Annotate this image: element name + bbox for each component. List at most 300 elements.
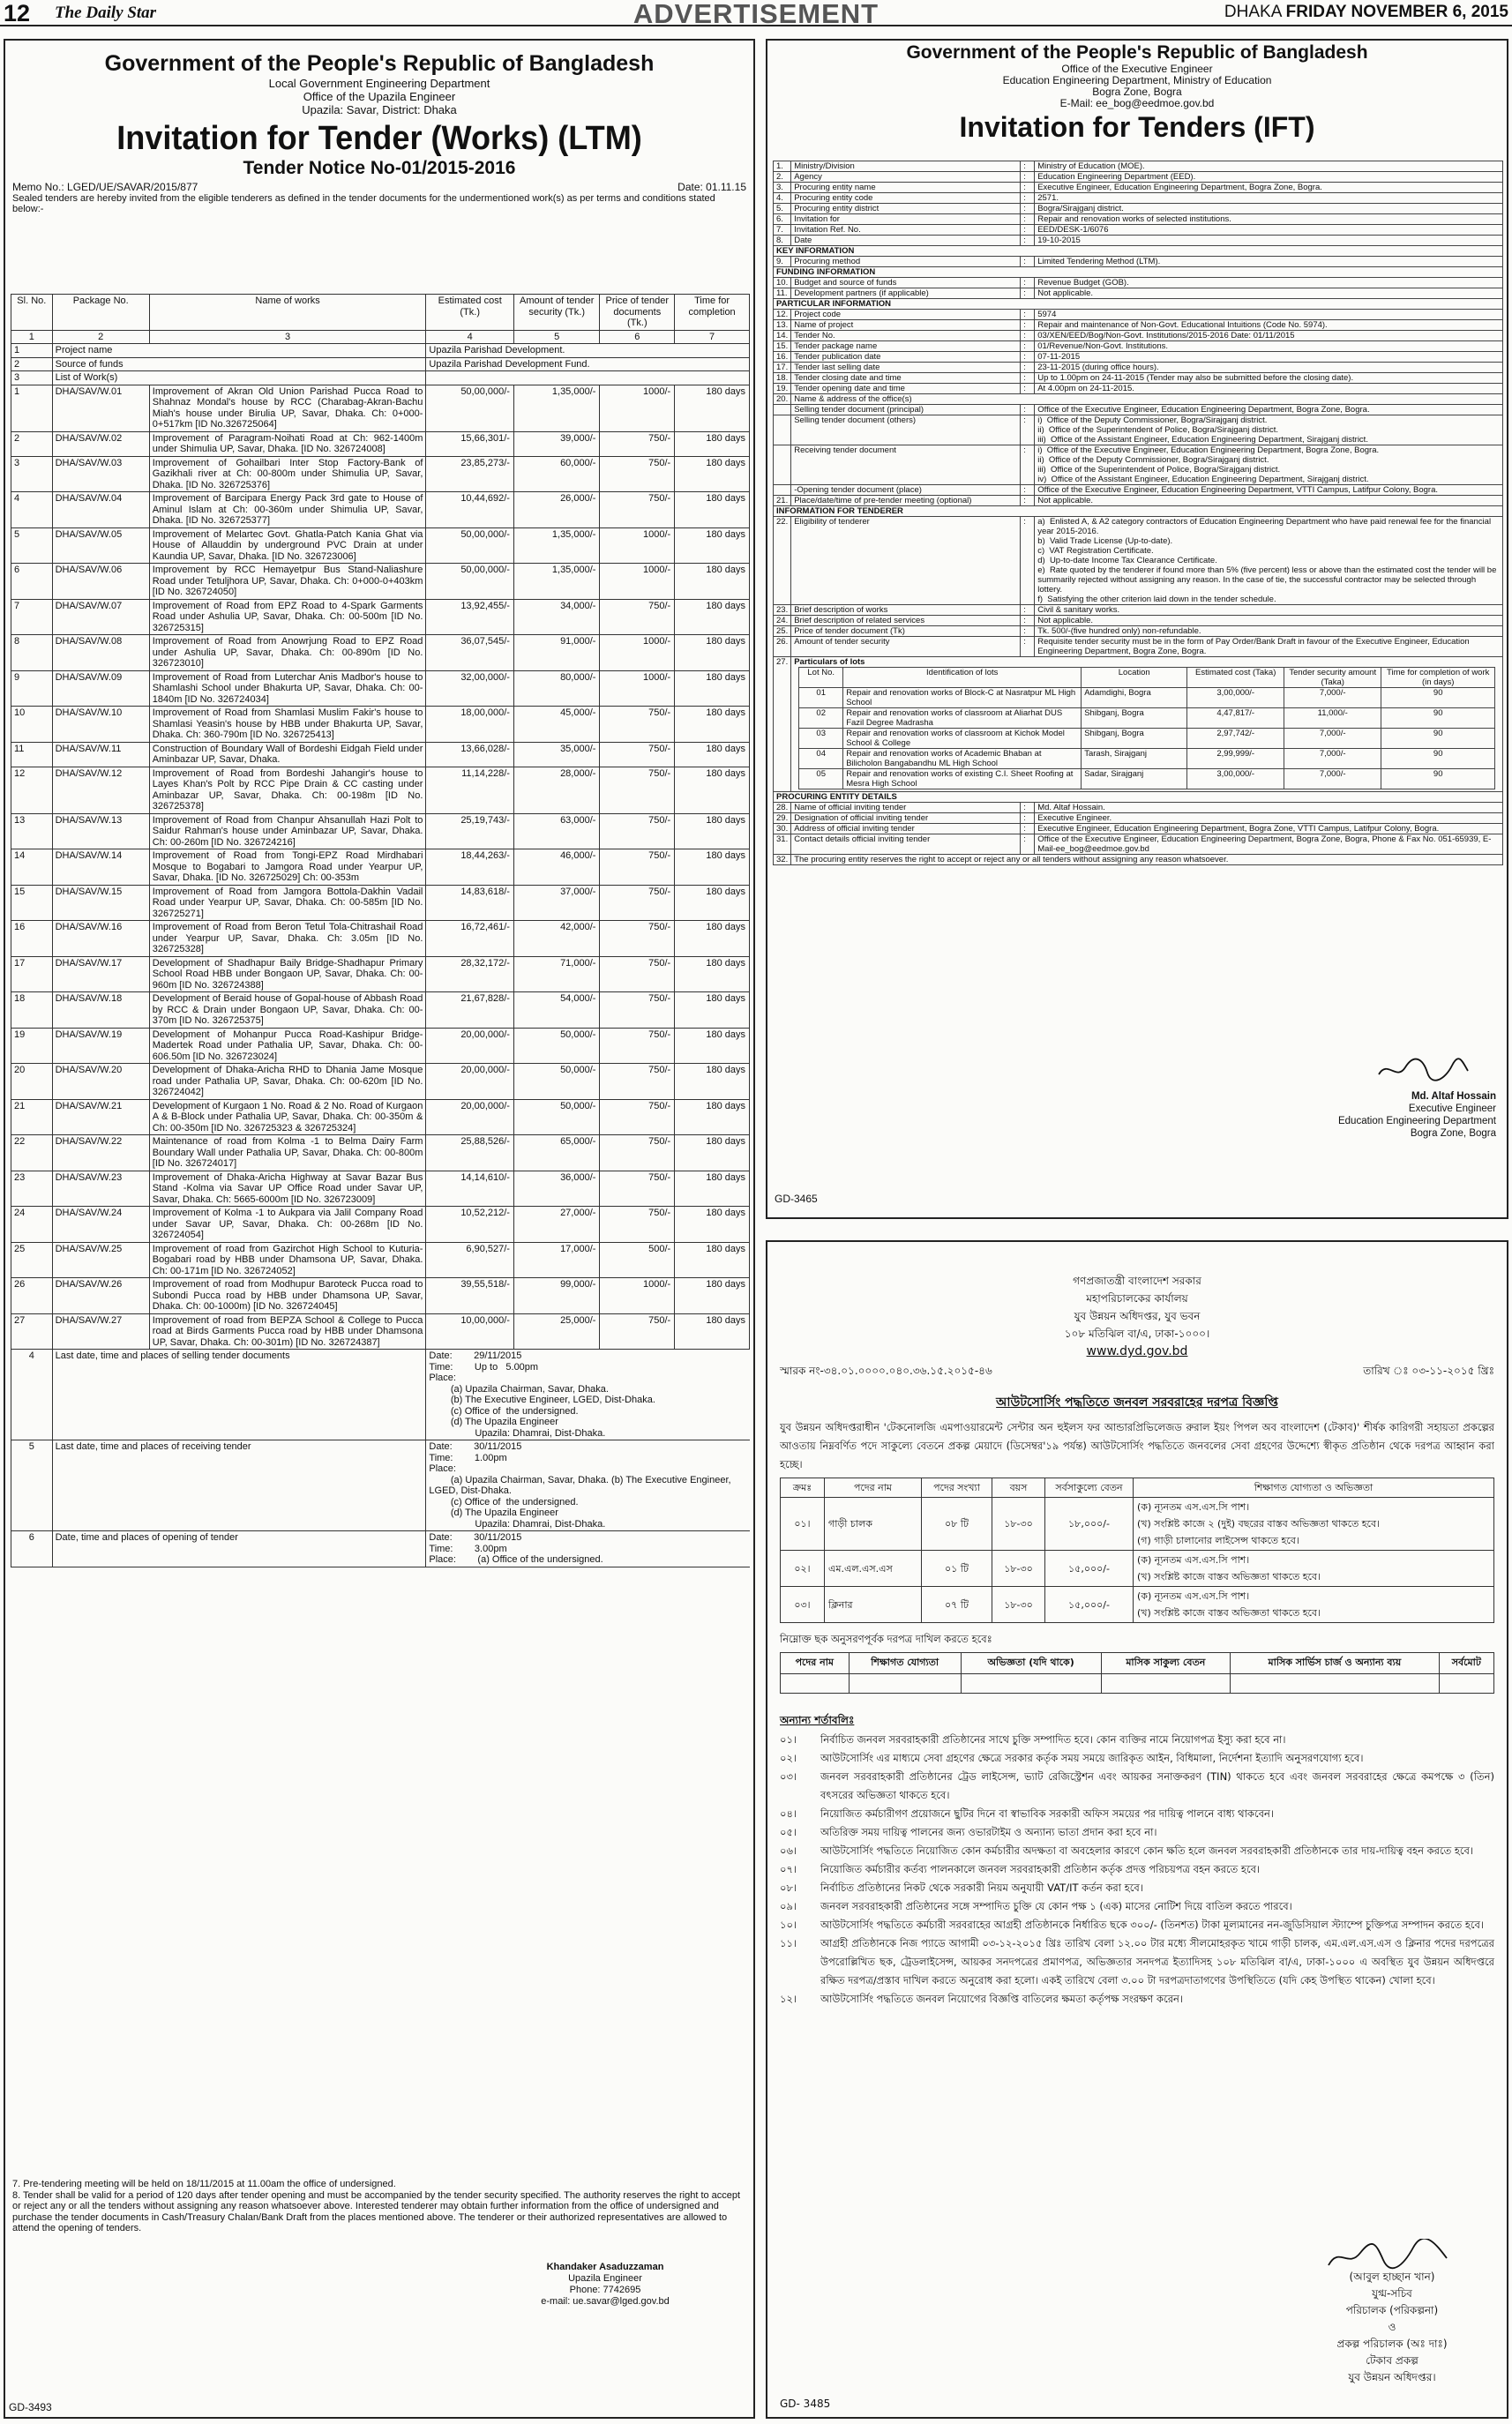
- ad-office: Office of the Upazila Engineer: [303, 90, 456, 103]
- blank-cell: [961, 1674, 1101, 1694]
- table-cell: Md. Altaf Hossain.: [1035, 803, 1503, 813]
- table-cell: Improvement of Road from Jamgora Bottola-Dakhin Vadail Road under Yearpur UP, Savar, Dhaka. Ch: 00-585m [ID No. 326725271]: [149, 885, 426, 921]
- table-cell: DHA/SAV/W.04: [52, 492, 149, 528]
- table-cell: 4,47,817/-: [1187, 708, 1284, 729]
- table-cell: গাড়ী চালক: [825, 1498, 922, 1551]
- table-row: [11, 885, 750, 921]
- column-header: Estimated cost (Tk.): [426, 295, 514, 331]
- table-cell: Project name: [52, 344, 426, 358]
- table-cell: 1000/-: [600, 527, 675, 564]
- table-cell: DHA/SAV/W.23: [52, 1171, 149, 1207]
- table-cell: The procuring entity reserves the right to accept or reject any or all tenders without assigning any reason whatsoever.: [791, 855, 1503, 865]
- table-cell: :: [1021, 405, 1035, 415]
- condition-number: ০৮।: [780, 1882, 797, 1894]
- table-cell: DHA/SAV/W.06: [52, 564, 149, 600]
- table-cell: 20,00,000/-: [426, 1064, 514, 1100]
- table-cell: Project code: [791, 310, 1021, 320]
- table-row: [11, 564, 750, 600]
- table-row: [11, 1207, 750, 1243]
- table-cell: 8.: [774, 236, 791, 246]
- table-cell: Improvement of Barcipara Energy Pack 3rd gate to House of Aminul Islam at Ch: 00-360m under Shimulia UP, Savar, Dhaka. [ID No. 326725377]: [149, 492, 426, 528]
- table-cell: Improvement of Kolma -1 to Aukpara via Jalil Company Road under Savar UP, Savar, Dhaka. Ch: 00-268m [ID No. 326724054]: [149, 1207, 426, 1243]
- table-cell: :: [1021, 824, 1035, 834]
- table-cell: DHA/SAV/W.19: [52, 1028, 149, 1064]
- table-cell: 27: [11, 1313, 53, 1350]
- ad-zone: Bogra Zone, Bogra: [1092, 86, 1182, 98]
- signer-title-3: প্রকল্প পরিচালক (অঃ দাঃ): [1336, 2338, 1448, 2350]
- table-cell: (ক) ন্যূনতম এস.এস.সি পাশ। (খ) সংশ্লিষ্ট কাজে বাস্তব অভিজ্ঞতা থাকতে হবে।: [1134, 1587, 1494, 1623]
- blank-cell: [1439, 1674, 1493, 1694]
- table-cell: 750/-: [600, 1135, 675, 1171]
- table-cell: 1000/-: [600, 385, 675, 431]
- dyd-outsourcing-ad: [766, 1240, 1508, 2419]
- table-cell: EED/DESK-1/6076: [1035, 225, 1503, 236]
- column-header: অভিজ্ঞতা (যদি থাকে): [961, 1653, 1101, 1674]
- tender-notice-no: Tender Notice No-01/2015-2016: [243, 158, 516, 178]
- condition-item: [780, 1916, 1494, 1934]
- table-cell: DHA/SAV/W.26: [52, 1278, 149, 1314]
- table-cell: DHA/SAV/W.16: [52, 921, 149, 957]
- table-cell: 25,000/-: [513, 1313, 599, 1350]
- signer-title-2: পরিচালক (পরিকল্পনা): [1345, 2304, 1439, 2316]
- table-cell: 80,000/-: [513, 670, 599, 707]
- table-cell: Repair and renovation works of existing C.I. Sheet Roofing at Mesra High School: [843, 769, 1082, 789]
- table-cell: Office of the Executive Engineer, Education Engineering Department, Bogra Zone, Bogra.: [1035, 405, 1503, 415]
- table-cell: 60,000/-: [513, 456, 599, 492]
- table-cell: 11.: [774, 288, 791, 299]
- table-cell: At 4.00pm on 24-11-2015.: [1035, 384, 1503, 394]
- table-cell: Date: [791, 236, 1021, 246]
- condition-number: ০৬।: [780, 1844, 797, 1857]
- date-row: [11, 1440, 750, 1531]
- table-cell: 750/-: [600, 956, 675, 992]
- table-cell: 3: [11, 371, 53, 385]
- table-cell: 26.: [774, 637, 791, 657]
- table-cell: 20.: [774, 394, 791, 405]
- table-cell: 1,35,000/-: [513, 564, 599, 600]
- table-row: [11, 813, 750, 849]
- table-cell: Limited Tendering Method (LTM).: [1035, 257, 1503, 267]
- table-cell: INFORMATION FOR TENDERER: [774, 506, 1503, 517]
- table-cell: Selling tender document (others): [791, 415, 1021, 445]
- ad-heading: আউটসোর্সিং পদ্ধতিতে জনবল সরবরাহের দরপত্র বিজ্ঞপ্তি: [996, 1395, 1278, 1410]
- table-cell: 8: [11, 635, 53, 671]
- table-cell: 22: [11, 1135, 53, 1171]
- ift-row: [774, 236, 1503, 246]
- table-cell: 10,00,000/-: [426, 1313, 514, 1350]
- table-cell: 10: [11, 707, 53, 743]
- table-cell: Improvement of Paragram-Noihati Road at Ch: 962-1400m under Shimulia UP, Savar, Dhaka. [ID No. 326724008]: [149, 431, 426, 456]
- ift-row: [774, 605, 1503, 616]
- website-link[interactable]: www.dyd.gov.bd: [1086, 1344, 1188, 1358]
- table-cell: Shibganj, Bogra: [1082, 708, 1187, 729]
- table-cell: 25,19,743/-: [426, 813, 514, 849]
- ift-row: [774, 855, 1503, 865]
- table-cell: 180 days: [675, 492, 750, 528]
- table-cell: Adamdighi, Bogra: [1082, 688, 1187, 708]
- table-cell: Office of the Executive Engineer, Education Engineering Department, VTTI Campus, Latifpur Colony, Bogra.: [1035, 485, 1503, 496]
- table-row: [11, 670, 750, 707]
- condition-number: ০৫।: [780, 1826, 797, 1838]
- table-cell: Not applicable.: [1035, 616, 1503, 626]
- column-number: 4: [426, 330, 514, 344]
- ift-row: [774, 637, 1503, 657]
- table-cell: 7,000/-: [1284, 749, 1381, 769]
- signer-name: Khandaker Asaduzzaman: [546, 2262, 664, 2272]
- table-cell: Name & address of the office(s): [791, 394, 1503, 405]
- column-header: মাসিক সাকুল্য বেতন: [1101, 1653, 1231, 1674]
- table-cell: DHA/SAV/W.22: [52, 1135, 149, 1171]
- column-header: Location: [1082, 668, 1187, 688]
- lots-table: [798, 667, 1495, 789]
- table-cell: List of Work(s): [52, 371, 426, 385]
- table-cell: 5: [11, 1440, 53, 1531]
- table-cell: Tender No.: [791, 331, 1021, 341]
- table-cell: Bogra/Sirajganj district.: [1035, 204, 1503, 214]
- table-cell: :: [1021, 236, 1035, 246]
- table-row: [11, 599, 750, 635]
- table-cell: 90: [1381, 688, 1495, 708]
- table-cell: 3: [11, 456, 53, 492]
- govt-line: গণপ্রজাতন্ত্রী বাংলাদেশ সরকার: [1073, 1275, 1201, 1287]
- condition-text: আগ্রহী প্রতিষ্ঠানকে নিজ প্যাডে আগামী ০৩-১২-২০১৫ খ্রিঃ তারিখ বেলা ১২.০০ টার মধ্যে সীলমোহরকৃত খামে গাড়ী চালক, এম.এল.এস.এস ও ক্লিনার পদের দরপত্রের উপরোল্লিখিত ছক, ট্রেডলাইসেন্স, আয়কর সনদপত্রের প্রমাণপত্র, অভিজ্ঞতার সনদপত্র ইত্যাদিসহ ১০৮ মতিঝিল বা/এ, ঢাকা-১০০০ এ অবস্থিত যুব উন্নয়ন অধিদপ্তরে রক্ষিত দরপত্র/প্রস্তাব দাখিল করতে অনুরোধ করা হলো। একই তারিখে বেলা ৩.০০ টা দরপত্রদাতাগণের উপস্থিতিতে (যদি কেহ উপস্থিত থাকেন) খোলা হবে।: [820, 1937, 1494, 1986]
- works-table: [11, 294, 750, 1567]
- table-cell: Repair and renovation works of classroom at Kichok Model School & College: [843, 729, 1082, 749]
- table-cell: 03/XEN/EED/Bog/Non-Govt. Institutions/2015-2016 Date: 01/11/2015: [1035, 331, 1503, 341]
- table-cell: 750/-: [600, 849, 675, 886]
- table-cell: 14,14,610/-: [426, 1171, 514, 1207]
- table-cell: :: [1021, 803, 1035, 813]
- signer-zone: Bogra Zone, Bogra: [1410, 1128, 1496, 1139]
- ad-govt-title: Government of the People's Republic of Bangladesh: [906, 42, 1368, 63]
- table-cell: 16.: [774, 352, 791, 363]
- table-cell: Name of project: [791, 320, 1021, 331]
- table-cell: 23: [11, 1171, 53, 1207]
- table-cell: 12: [11, 767, 53, 813]
- condition-item: [780, 1990, 1494, 2009]
- ad-dept: Local Government Engineering Department: [268, 77, 490, 90]
- info-row: [11, 357, 750, 371]
- table-cell: :: [1021, 445, 1035, 485]
- table-cell: Place/date/time of pre-tender meeting (optional): [791, 496, 1021, 506]
- address-line: ১০৮ মতিঝিল বা/এ, ঢাকা-১০০০।: [1064, 1328, 1210, 1340]
- table-cell: 180 days: [675, 956, 750, 992]
- table-cell: DHA/SAV/W.02: [52, 431, 149, 456]
- condition-text: জনবল সরবরাহকারী প্রতিষ্ঠানের ট্রেড লাইসেন্স, ভ্যাট রেজিস্ট্রেশন এবং আয়কর সনাক্তকরণ (TIN) থাকতে হবে এবং জনবল সরবরাহের ক্ষেত্রে কমপক্ষে ৩ (তিন) বৎসরের অভিজ্ঞতা থাকতে হবে।: [820, 1770, 1494, 1801]
- table-cell: Budget and source of funds: [791, 278, 1021, 288]
- column-header: সর্বসাকুল্যে বেতন: [1045, 1478, 1134, 1498]
- table-cell: 17: [11, 956, 53, 992]
- table-cell: Improvement of Road from Shamlasi Muslim Fakir's house to Shamlasi Yeasin's house by HBB under Bhakurta UP, Savar, Dhaka. Ch: 360-790m [ID No. 326725413]: [149, 707, 426, 743]
- ift-row: [774, 214, 1503, 225]
- table-cell: 13,66,028/-: [426, 742, 514, 767]
- table-cell: DHA/SAV/W.01: [52, 385, 149, 431]
- table-cell: :: [1021, 257, 1035, 267]
- table-cell: 21: [11, 1099, 53, 1135]
- table-cell: 01/Revenue/Non-Govt. Institutions.: [1035, 341, 1503, 352]
- table-cell: 30.: [774, 824, 791, 834]
- table-cell: Development of Mohanpur Pucca Road-Kashipur Bridge-Madertek Road under Pathalia UP, Savar, Dhaka. Ch: 00-606.50m [ID No. 326723024]: [149, 1028, 426, 1064]
- table-cell: 6: [11, 564, 53, 600]
- table-cell: 180 days: [675, 921, 750, 957]
- gd-number: GD- 3485: [780, 2398, 831, 2410]
- table-cell: 180 days: [675, 564, 750, 600]
- table-cell: 750/-: [600, 1028, 675, 1064]
- ift-row: [774, 183, 1503, 193]
- table-cell: ০২।: [781, 1551, 825, 1587]
- table-row: [11, 742, 750, 767]
- table-row: [11, 707, 750, 743]
- post-row: [781, 1587, 1494, 1623]
- table-cell: 35,000/-: [513, 742, 599, 767]
- table-cell: 50,00,000/-: [426, 385, 514, 431]
- table-cell: 39,000/-: [513, 431, 599, 456]
- column-header: পদের সংখ্যা: [922, 1478, 992, 1498]
- table-cell: (ক) ন্যূনতম এস.এস.সি পাশ। (খ) সংশ্লিষ্ট কাজে ২ (দুই) বছরের বাস্তব অভিজ্ঞতা থাকতে হবে। (গ) গাড়ী চালানোর লাইসেন্স থাকতে হবে।: [1134, 1498, 1494, 1551]
- posts-table: [780, 1478, 1494, 1623]
- lot-row: [799, 749, 1495, 769]
- ift-row: [774, 341, 1503, 352]
- table-cell: 180 days: [675, 885, 750, 921]
- table-cell: 50,00,000/-: [426, 564, 514, 600]
- table-cell: Contact details official inviting tender: [791, 834, 1021, 855]
- table-cell: এম.এল.এস.এস: [825, 1551, 922, 1587]
- table-cell: 1000/-: [600, 564, 675, 600]
- column-header: Price of tender documents (Tk.): [600, 295, 675, 331]
- table-cell: 27,000/-: [513, 1207, 599, 1243]
- table-cell: DHA/SAV/W.18: [52, 992, 149, 1029]
- table-cell: Improvement of Road from Beron Tetul Tola-Chitrashail Road under Yearpur UP, Savar, Dhaka. Ch: 3.05m [ID No. 326725328]: [149, 921, 426, 957]
- dept-line: যুব উন্নয়ন অধিদপ্তর, যুব ভবন: [1074, 1310, 1201, 1322]
- table-cell: 2571.: [1035, 193, 1503, 204]
- table-cell: :: [1021, 813, 1035, 824]
- ift-row: [774, 824, 1503, 834]
- form-blank-row: [781, 1674, 1494, 1694]
- table-cell: Office of the Executive Engineer, Education Engineering Department, Bogra Zone, Bogra, Phone & Fax No. 051-65939, E-Mail-ee_bog@eedmoe.gov.bd: [1035, 834, 1503, 855]
- table-cell: DHA/SAV/W.09: [52, 670, 149, 707]
- table-cell: Repair and renovation works of classroom at Aliarhat DUS Fazil Degree Madrasha: [843, 708, 1082, 729]
- ift-row: [774, 394, 1503, 405]
- table-cell: Executive Engineer.: [1035, 813, 1503, 824]
- table-cell: i) Office of the Deputy Commissioner, Bogra/Sirajganj district. ii) Office of the Superintendent of Police, Bogra/Sirajganj district. iii) Office of the Assistant Engineer, Education Engineering Department, Sirajganj district.: [1035, 415, 1503, 445]
- ift-row: [774, 225, 1503, 236]
- table-cell: 90: [1381, 729, 1495, 749]
- table-cell: 04: [799, 749, 843, 769]
- table-cell: Construction of Boundary Wall of Bordeshi Eidgah Field under Aminbazar UP, Savar, Dhaka.: [149, 742, 426, 767]
- table-cell: 26: [11, 1278, 53, 1314]
- table-cell: ১৮-৩০: [992, 1551, 1045, 1587]
- table-cell: Date: 30/11/2015 Time: 1.00pm Place: (a) Upazila Chairman, Savar, Dhaka. (b) The Executive Engineer, LGED, Dist-Dhaka. (c) Office of the undersigned. (d) The Upazila Engineer Upazila: Dhamrai, Dist-Dhaka.: [426, 1440, 750, 1531]
- table-cell: 180 days: [675, 431, 750, 456]
- ift-row: [774, 278, 1503, 288]
- form-header: [781, 1653, 1494, 1674]
- table-cell: 50,000/-: [513, 1099, 599, 1135]
- table-cell: 90: [1381, 749, 1495, 769]
- table-cell: 2,97,742/-: [1187, 729, 1284, 749]
- table-cell: 4: [11, 1350, 53, 1440]
- ad-govt-title: Government of the People's Republic of Bangladesh: [104, 51, 655, 76]
- lot-row: [799, 729, 1495, 749]
- table-cell: 6: [11, 1531, 53, 1567]
- table-cell: 12.: [774, 310, 791, 320]
- table-cell: :: [1021, 605, 1035, 616]
- table-cell: 750/-: [600, 492, 675, 528]
- gd-number: GD-3465: [775, 1193, 818, 1205]
- table-cell: 36,07,545/-: [426, 635, 514, 671]
- section-row: [774, 792, 1503, 803]
- table-cell: KEY INFORMATION: [774, 246, 1503, 257]
- table-cell: Not applicable.: [1035, 288, 1503, 299]
- table-cell: 750/-: [600, 707, 675, 743]
- column-header: পদের নাম: [781, 1653, 850, 1674]
- table-cell: Improvement of road from BEPZA School & College to Pucca road at Birds Garments Pucca road by HBB under Dhamsona UP, Savar, Dhaka. Ch: 00-301m) [ID No. 326724387]: [149, 1313, 426, 1350]
- table-cell: 20,00,000/-: [426, 1028, 514, 1064]
- table-cell: 01: [799, 688, 843, 708]
- ift-row: [774, 161, 1503, 172]
- table-cell: ১৫,০০০/-: [1045, 1551, 1134, 1587]
- table-cell: :: [1021, 172, 1035, 183]
- signer-project: টেকাব প্রকল্প: [1366, 2354, 1418, 2367]
- condition-item: [780, 1731, 1494, 1749]
- table-cell: DHA/SAV/W.27: [52, 1313, 149, 1350]
- table-cell: :: [1021, 183, 1035, 193]
- table-cell: Improvement of Road from Luterchar Anis Madbor's house to Shamlashi School under Bhakurta UP, Savar, Dhaka. Ch: 00-1840m [ID No. 326724034]: [149, 670, 426, 707]
- table-cell: 1: [11, 344, 53, 358]
- table-cell: :: [1021, 834, 1035, 855]
- ift-row: [774, 172, 1503, 183]
- table-cell: 26,000/-: [513, 492, 599, 528]
- table-cell: 23.: [774, 605, 791, 616]
- table-cell: 16: [11, 921, 53, 957]
- table-cell: 3,00,000/-: [1187, 688, 1284, 708]
- table-cell: 31.: [774, 834, 791, 855]
- table-cell: :: [1021, 214, 1035, 225]
- table-cell: (ক) ন্যূনতম এস.এস.সি পাশ। (খ) সংশ্লিষ্ট কাজে বাস্তব অভিজ্ঞতা থাকতে হবে।: [1134, 1551, 1494, 1587]
- column-header: Package No.: [52, 295, 149, 331]
- signer-conj: ও: [1388, 2321, 1396, 2333]
- condition-number: ০৪।: [780, 1807, 797, 1820]
- info-row: [11, 344, 750, 358]
- ift-row: [774, 445, 1503, 485]
- table-cell: Price of tender document (Tk): [791, 626, 1021, 637]
- table-cell: 18,00,000/-: [426, 707, 514, 743]
- table-cell: 5: [11, 527, 53, 564]
- date-row: [11, 1350, 750, 1440]
- table-cell: :: [1021, 278, 1035, 288]
- table-cell: :: [1021, 204, 1035, 214]
- column-number: 1: [11, 330, 53, 344]
- office-line: মহাপরিচালকের কার্যালয়: [1086, 1292, 1188, 1305]
- table-cell: :: [1021, 288, 1035, 299]
- column-header: সর্বমোট: [1439, 1653, 1493, 1674]
- table-cell: :: [1021, 384, 1035, 394]
- ift-row: [774, 384, 1503, 394]
- condition-item: [780, 1805, 1494, 1823]
- table-cell: Brief description of related services: [791, 616, 1021, 626]
- condition-text: আউটসোর্সিং পদ্ধতিতে কর্মচারী সরবরাহের আগ্রহী প্রতিষ্ঠানকে নির্ধারিত ছকে ৩০০/- (তিনশত) টাকা মূল্যমানের নন-জুডিসিয়াল স্ট্যাম্পে চুক্তিপত্র সম্পাদন করতে হবে।: [820, 1919, 1485, 1931]
- column-header: Lot No.: [799, 668, 843, 688]
- column-header: Amount of tender security (Tk.): [513, 295, 599, 331]
- table-cell: Improvement of Road from Anowrjung Road to EPZ Road under Ashulia UP, Savar, Dhaka. Ch: 00-890m [ID No. 326723010]: [149, 635, 426, 671]
- table-cell: 4: [11, 492, 53, 528]
- blank-cell: [1101, 1674, 1231, 1694]
- ift-row: [774, 373, 1503, 384]
- lot-row: [799, 769, 1495, 789]
- table-cell: Executive Engineer, Education Engineering Department, Bogra Zone, VTTI Campus, Latifpur Colony, Bogra.: [1035, 824, 1503, 834]
- table-cell: :: [1021, 485, 1035, 496]
- table-cell: 9.: [774, 257, 791, 267]
- column-number: 7: [675, 330, 750, 344]
- table-cell: Ministry of Education (MOE).: [1035, 161, 1503, 172]
- table-cell: Tender closing date and time: [791, 373, 1021, 384]
- conditions-list: [767, 1731, 1507, 2009]
- ad-notes: 7. Pre-tendering meeting will be held on 18/11/2015 at 11.00am the office of undersigned. 8. Tender shall be valid for a period of 120 days after tender opening and must be accompanied by the tender security specified. The authority reserves the right to accept or reject any or all the tenders without assigning any reason whatsoever above. Interested tenderer may obtain further information from the office of undersigned and purchase the tender documents in Cash/Treasury Chalan/Bank Draft from the places mentioned above. The tenderer or their authorized representatives are allowed to attend the opening of tenders.: [12, 2179, 741, 2233]
- signature-block: [1295, 2269, 1489, 2386]
- table-cell: :: [1021, 310, 1035, 320]
- table-cell: 3.: [774, 183, 791, 193]
- blank-cell: [781, 1674, 850, 1694]
- table-cell: 19.: [774, 384, 791, 394]
- table-cell: 91,000/-: [513, 635, 599, 671]
- table-cell: 34,000/-: [513, 599, 599, 635]
- table-cell: Improvement of Road from EPZ Road to 4-Spark Garments Road under Ashulia UP, Savar, Dhaka. Ch: 00-500m [ID No. 326725315]: [149, 599, 426, 635]
- table-cell: 15,66,301/-: [426, 431, 514, 456]
- condition-text: নিয়োজিত কর্মচারীগণ প্রয়োজনে ছুটির দিনে বা স্বাভাবিক সরকারী অফিস সময়ের পর দায়িত্ব পালনে বাধ্য থাকবেন।: [820, 1807, 1274, 1820]
- table-cell: Source of funds: [52, 357, 426, 371]
- ad-intro: যুব উন্নয়ন অধিদপ্তরাধীন 'টেকনোলজি এমপাওয়ারমেন্ট সেন্টার অন হুইলস ফর আন্ডারপ্রিভিলেজড রুরাল ইয়ং পিপল অব বাংলাদেশ (টেকাব)' শীর্ষক কারিগরী সহায়তা প্রকল্পের আওতায় নিম্নবর্ণিত পদে সাকুল্যে বেতনে প্রকল্প মেয়াদে (ডিসেম্বর'১৯ পর্যন্ত) আউটসোর্সিং পদ্ধতিতে জনবলের সেবা গ্রহণের উদ্দেশ্যে স্বীকৃত প্রতিষ্ঠান থেকে দরপত্র আহ্বান করা হচ্ছে।: [780, 1421, 1494, 1470]
- table-cell: Improvement of road from Gazirchot High School to Kuturia- Bogabari road by HBB under Dhamsona UP, Savar, Dhaka. Ch: 00-171m [ID No. 326724052]: [149, 1242, 426, 1278]
- condition-number: ১২।: [780, 1993, 797, 2005]
- table-row: [11, 527, 750, 564]
- table-cell: Sadar, Sirajganj: [1082, 769, 1187, 789]
- ift-row: [774, 352, 1503, 363]
- table-cell: 24.: [774, 616, 791, 626]
- post-row: [781, 1551, 1494, 1587]
- signer-dept: Education Engineering Department: [1337, 1116, 1496, 1126]
- table-row: [11, 1135, 750, 1171]
- table-cell: ০১ টি: [922, 1551, 992, 1587]
- table-cell: 20: [11, 1064, 53, 1100]
- lged-tender-ad: [4, 39, 755, 2419]
- page-header: [0, 0, 1512, 29]
- table-cell: DHA/SAV/W.12: [52, 767, 149, 813]
- table-cell: 16,72,461/-: [426, 921, 514, 957]
- table-cell: Upazila Parishad Development.: [426, 344, 750, 358]
- table-cell: 36,000/-: [513, 1171, 599, 1207]
- table-cell: Ministry/Division: [791, 161, 1021, 172]
- table-cell: 25: [11, 1242, 53, 1278]
- condition-number: ১০।: [780, 1919, 797, 1931]
- table-cell: Repair and renovation works of Block-C at Nasratpur ML High School: [843, 688, 1082, 708]
- table-cell: Date: 29/11/2015 Time: Up to 5.00pm Place: (a) Upazila Chairman, Savar, Dhaka. (b) The Executive Engineer, LGED, Dist-Dhaka. (c) Office of the undersigned. (d) The Upazila Engineer Upazila: Dhamrai, Dist-Dhaka.: [426, 1350, 750, 1440]
- eed-ift-ad: [766, 39, 1508, 1219]
- table-cell: 6.: [774, 214, 791, 225]
- table-cell: 14.: [774, 331, 791, 341]
- table-cell: 180 days: [675, 635, 750, 671]
- ift-row: [774, 496, 1503, 506]
- table-cell: Tender publication date: [791, 352, 1021, 363]
- table-row: [11, 767, 750, 813]
- table-cell: 28,000/-: [513, 767, 599, 813]
- lot-row: [799, 708, 1495, 729]
- table-cell: 05: [799, 769, 843, 789]
- table-cell: Date: 30/11/2015 Time: 3.00pm Place: (a) Office of the undersigned.: [426, 1531, 750, 1567]
- column-number: 5: [513, 330, 599, 344]
- table-cell: 750/-: [600, 1099, 675, 1135]
- table-cell: Improvement of Melartec Govt. Ghatla-Patch Kania Ghat via House of Allauddin by underground PVC Drain at under Kaundia UP, Savar, Dhaka. [ID No. 326723006]: [149, 527, 426, 564]
- table-cell: DHA/SAV/W.20: [52, 1064, 149, 1100]
- table-cell: [426, 371, 750, 385]
